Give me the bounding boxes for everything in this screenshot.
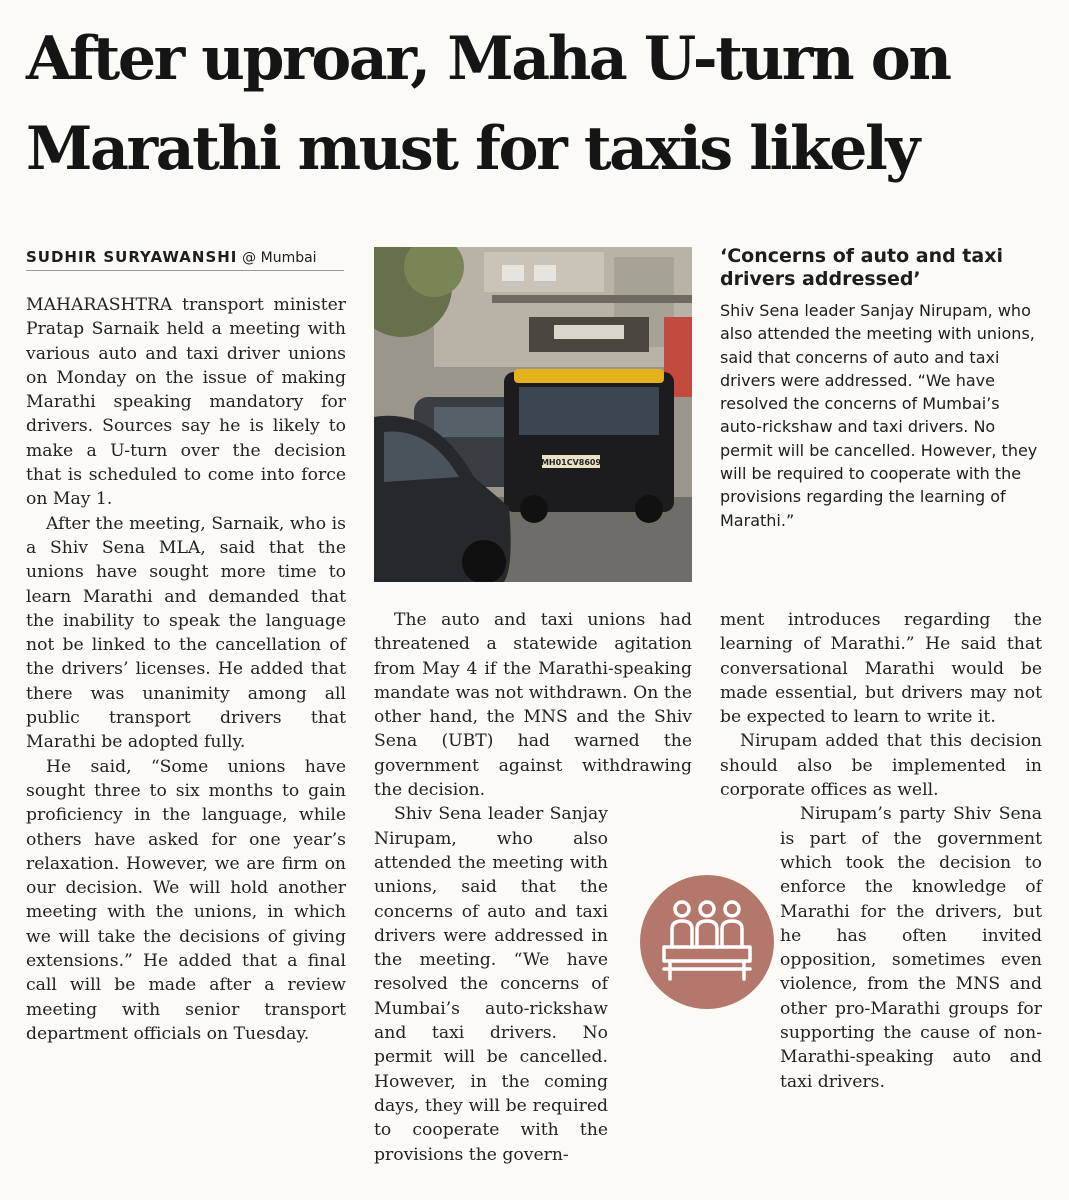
paragraph: After the meeting, Sarnaik, who is a Shiv Sena MLA, said that the unions have sought more time to learn Marathi and demanded that the inability to speak the language not be linked to the cancellation of the drivers’ licenses. He added that there was unanimity among all public transport drivers that Marathi be adopted fully. [26,513,346,753]
byline-author: SUDHIR SURYAWANSHI [26,248,238,266]
headline: After uproar, Maha U-turn on Marathi must for taxis likely [26,24,950,184]
pull-quote-body: Shiv Sena leader Sanjay Nirupam, who also attended the meeting with unions, said that concerns of auto and taxi drivers were addressed. “We have resolved the concerns of Mumbai’s auto-rickshaw and taxi drivers. No permit will be cancelled. However, they will be required to cooperate with the provisions regarding the learning of Marathi.” [720,301,1038,530]
meeting-table-icon [640,875,774,1009]
byline [26,248,344,271]
pull-quote-title: ‘Concerns of auto and taxi drivers addressed’ [720,245,1003,290]
street-taxi-photo [374,247,692,582]
taxi-plate: MH01CV8609 [540,458,602,467]
article-column-3 [720,608,1042,1094]
pull-quote-box [720,245,1044,532]
paragraph: The auto and taxi unions had threatened a statewide agitation from May 4 if the Marathi-speaking mandate was not withdrawn. On the other hand, the MNS and the Shiv Sena (UBT) had warned the government against withdrawing the decision. [374,610,692,801]
paragraph: He said, “Some unions have sought three to six months to gain proficiency in the language, while others have asked for one year’s relaxation. However, we are firm on our decision. We will hold another meeting with the unions, in which we will take the decisions of giving extensions.” He added that a final call will be made after a review meeting with senior transport department officials on Tuesday. [26,756,346,1044]
paragraph: MAHARASHTRA transport minister Pratap Sarnaik held a meeting with various auto and taxi driver unions on Monday on the issue of making Marathi speaking mandatory for drivers. Sources say he is likely to make a U-turn over the decision that is scheduled to come into force on May 1. [26,295,346,510]
paragraph: Nirupam’s party Shiv Sena is part of the government which took the decision to enforce the knowledge of Marathi for the drivers, but he has often invited opposition, sometimes even violence, from the MNS and other pro-Marathi groups for supporting the cause of non-Marathi-speaking auto and taxi drivers. [780,804,1042,1092]
paragraph: Shiv Sena leader Sanjay Nirupam, who also attended the meeting with unions, said that the concerns of auto and taxi drivers were addressed in the meeting. “We have resolved the concerns of Mumbai’s auto-rickshaw and taxi drivers. No permit will be cancelled. However, in the coming days, they will be required to cooperate with the provisions the govern- [374,804,608,1165]
byline-location: @ Mumbai [242,250,317,266]
paragraph: Nirupam added that this decision should also be implemented in corporate offices as well. [720,731,1042,801]
paragraph: ment introduces regarding the learning of Marathi.” He said that conversational Marathi would be made essential, but drivers may not be expected to learn to write it. [720,610,1042,728]
article-column-1 [26,293,346,1046]
